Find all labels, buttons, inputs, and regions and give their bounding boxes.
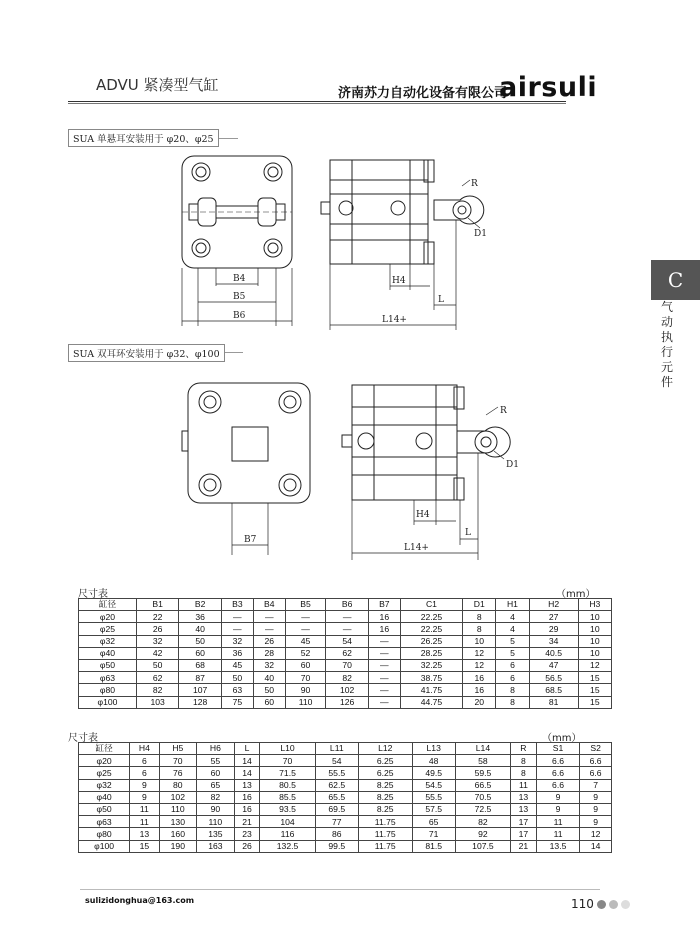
table-cell: 10 [578, 623, 611, 635]
table-cell: φ50 [79, 659, 137, 671]
table-row [79, 803, 612, 815]
table-cell: φ63 [79, 816, 130, 828]
table-cell: 23 [234, 828, 260, 840]
table-cell: 69.5 [315, 803, 358, 815]
column-header: B5 [285, 599, 326, 611]
table-cell: 11.75 [358, 828, 412, 840]
dim-label-l14: L14+ [382, 315, 407, 325]
table-cell: 63 [221, 684, 253, 696]
table-cell: 65 [412, 816, 455, 828]
table-cell: 9 [580, 816, 612, 828]
table-cell: — [368, 659, 400, 671]
table-cell: 9 [536, 803, 579, 815]
table2-unit: （mm） [542, 733, 582, 744]
front-view-body [188, 383, 310, 503]
column-header: 缸径 [79, 599, 137, 611]
table-cell: 81.5 [412, 840, 455, 852]
catalog-title: ADVU 紧凑型气缸 [96, 76, 219, 94]
table-cell: 11 [510, 779, 536, 791]
front-view-boss [232, 427, 268, 461]
dim-label-b7: B7 [244, 535, 257, 545]
table-row [79, 767, 612, 779]
table-cell: 11 [130, 803, 159, 815]
table-cell: 102 [326, 684, 368, 696]
table-row [79, 611, 612, 623]
header-rule [68, 101, 566, 102]
table-cell: 16 [463, 684, 496, 696]
table-cell: 16 [368, 623, 400, 635]
table-cell: 6.6 [536, 767, 579, 779]
table-cell: 29 [529, 623, 578, 635]
table-cell: 22.25 [400, 623, 462, 635]
page-dot-1 [597, 900, 606, 909]
table-cell: — [368, 672, 400, 684]
table-cell: φ20 [79, 755, 130, 767]
table-cell: 6.6 [536, 779, 579, 791]
table-cell: 81 [529, 696, 578, 708]
table-cell: 16 [234, 791, 260, 803]
table-cell: 90 [197, 803, 235, 815]
table-row [79, 684, 612, 696]
table-cell: 163 [197, 840, 235, 852]
section-tab: C [651, 260, 700, 300]
table-cell: 8 [463, 611, 496, 623]
table-cell: 52 [285, 647, 326, 659]
table-cell: 103 [136, 696, 178, 708]
column-header: H5 [159, 743, 197, 755]
table-cell: 14 [234, 755, 260, 767]
table-cell: 10 [578, 611, 611, 623]
table-cell: 60 [285, 659, 326, 671]
table-cell: — [285, 623, 326, 635]
table-cell: φ25 [79, 623, 137, 635]
table-cell: φ80 [79, 684, 137, 696]
table-cell: 68.5 [529, 684, 578, 696]
column-header: R [510, 743, 536, 755]
table-cell: 22 [136, 611, 178, 623]
table-cell: 26 [136, 623, 178, 635]
column-header: H1 [496, 599, 529, 611]
table-cell: 82 [136, 684, 178, 696]
table-cell: 32.25 [400, 659, 462, 671]
table-cell: φ32 [79, 635, 137, 647]
table-cell: 99.5 [315, 840, 358, 852]
table-cell: 50 [253, 684, 285, 696]
column-header: H3 [578, 599, 611, 611]
table-cell: 27 [529, 611, 578, 623]
table-cell: — [221, 623, 253, 635]
table-cell: 116 [260, 828, 315, 840]
table-cell: 6.6 [536, 755, 579, 767]
table-cell: 13 [234, 779, 260, 791]
table-cell: 70 [260, 755, 315, 767]
table-cell: — [253, 623, 285, 635]
table-cell: 110 [197, 816, 235, 828]
column-header: D1 [463, 599, 496, 611]
table-cell: 87 [179, 672, 221, 684]
table-cell: 50 [221, 672, 253, 684]
table1-caption: 尺寸表 [78, 589, 108, 600]
table-cell: 12 [463, 647, 496, 659]
table-cell: 70 [326, 659, 368, 671]
table-cell: 70.5 [455, 791, 510, 803]
dim-label-b5: B5 [233, 292, 246, 302]
table-cell: — [253, 611, 285, 623]
table-cell: 82 [197, 791, 235, 803]
table-cell: 40 [253, 672, 285, 684]
page-number: 110 [571, 897, 594, 911]
dim-label-r: R [471, 179, 478, 189]
column-header: L12 [358, 743, 412, 755]
table-cell: 62.5 [315, 779, 358, 791]
table-cell: 92 [455, 828, 510, 840]
table-cell: 8 [496, 684, 529, 696]
table-cell: 45 [221, 659, 253, 671]
table-cell: φ50 [79, 803, 130, 815]
column-header: 缸径 [79, 743, 130, 755]
column-header: S2 [580, 743, 612, 755]
table-cell: 55.5 [315, 767, 358, 779]
table-cell: 15 [578, 684, 611, 696]
dim-label-l: L [465, 528, 471, 538]
table-cell: 58 [455, 755, 510, 767]
table-cell: 135 [197, 828, 235, 840]
table-cell: 107.5 [455, 840, 510, 852]
table-cell: 6 [130, 767, 159, 779]
table-cell: 47 [529, 659, 578, 671]
table-cell: — [326, 611, 368, 623]
column-header: B4 [253, 599, 285, 611]
table-cell: 32 [136, 635, 178, 647]
table-cell: 11 [536, 816, 579, 828]
table-cell: 34 [529, 635, 578, 647]
table-cell: — [368, 684, 400, 696]
table-cell: 104 [260, 816, 315, 828]
table-cell: 60 [179, 647, 221, 659]
table-cell: 70 [285, 672, 326, 684]
table-cell: 55.5 [412, 791, 455, 803]
table-row [79, 647, 612, 659]
table-cell: 85.5 [260, 791, 315, 803]
table-cell: 8 [496, 696, 529, 708]
table-cell: 56.5 [529, 672, 578, 684]
table-cell: 9 [580, 791, 612, 803]
company-name: 济南苏力自动化设备有限公司 [338, 86, 508, 101]
table-cell: 17 [510, 816, 536, 828]
column-header: H6 [197, 743, 235, 755]
dim-label-b6: B6 [233, 311, 246, 321]
table-cell: 102 [159, 791, 197, 803]
table-cell: 11 [536, 828, 579, 840]
table-cell: 71.5 [260, 767, 315, 779]
table-cell: 93.5 [260, 803, 315, 815]
table-cell: 32 [253, 659, 285, 671]
table-cell: 13.5 [536, 840, 579, 852]
page-dot-2 [609, 900, 618, 909]
dim-label-d1: D1 [474, 229, 487, 239]
table-cell: 21 [234, 816, 260, 828]
column-header: B1 [136, 599, 178, 611]
table-cell: 8.25 [358, 803, 412, 815]
column-header: L10 [260, 743, 315, 755]
table-cell: 11.75 [358, 840, 412, 852]
table-cell: 13 [510, 803, 536, 815]
table-row [79, 659, 612, 671]
table-cell: 76 [159, 767, 197, 779]
table-cell: 12 [578, 659, 611, 671]
table-cell: 190 [159, 840, 197, 852]
table-header-row [79, 599, 612, 611]
front-view-bolt-holes [192, 163, 282, 257]
table-cell: 9 [580, 803, 612, 815]
table-cell: 82 [326, 672, 368, 684]
table-cell: 11 [130, 816, 159, 828]
table-cell: 62 [326, 647, 368, 659]
table-cell: 75 [221, 696, 253, 708]
table-cell: 41.75 [400, 684, 462, 696]
table-cell: 132.5 [260, 840, 315, 852]
table-cell: 80 [159, 779, 197, 791]
column-header: H2 [529, 599, 578, 611]
table-cell: 54.5 [412, 779, 455, 791]
table-cell: φ100 [79, 840, 130, 852]
single-ear-drawing [160, 150, 490, 350]
table-cell: 82 [455, 816, 510, 828]
table-cell: — [285, 611, 326, 623]
side-view-dimensions [330, 220, 456, 330]
table-cell: 6.6 [580, 767, 612, 779]
table-cell: 14 [234, 767, 260, 779]
footer-rule [80, 889, 600, 890]
single-ear-pin [182, 198, 292, 226]
table-cell: φ20 [79, 611, 137, 623]
front-view-port [182, 431, 188, 451]
column-header: L11 [315, 743, 358, 755]
table-cell: 28.25 [400, 647, 462, 659]
table-cell: 90 [285, 684, 326, 696]
dim-label-r: R [500, 406, 507, 416]
table-cell: 4 [496, 611, 529, 623]
table-cell: 86 [315, 828, 358, 840]
table-cell: 14 [580, 840, 612, 852]
table-cell: 8 [463, 623, 496, 635]
table-cell: φ63 [79, 672, 137, 684]
table-row [79, 840, 612, 852]
front-view-bolt-holes [199, 391, 301, 496]
table-cell: 9 [536, 791, 579, 803]
table-cell: 60 [197, 767, 235, 779]
column-header: B2 [179, 599, 221, 611]
table-row [79, 635, 612, 647]
dimension-table-1 [78, 598, 612, 709]
table-cell: — [368, 696, 400, 708]
column-header: L13 [412, 743, 455, 755]
table-cell: 72.5 [455, 803, 510, 815]
table-cell: 66.5 [455, 779, 510, 791]
table-cell: 71 [412, 828, 455, 840]
table-cell: φ25 [79, 767, 130, 779]
table-cell: 44.75 [400, 696, 462, 708]
side-view-body [342, 385, 464, 500]
table-cell: 16 [463, 672, 496, 684]
table-cell: 6 [130, 755, 159, 767]
table-header-row [79, 743, 612, 755]
column-header: B3 [221, 599, 253, 611]
table-cell: 50 [179, 635, 221, 647]
column-header: B6 [326, 599, 368, 611]
section2-title: SUA 双耳环安装用于 φ32、φ100 [68, 344, 225, 362]
table-cell: 62 [136, 672, 178, 684]
dimension-table-2 [78, 742, 612, 853]
dim-label-l14: L14+ [404, 543, 429, 553]
table-cell: 11.75 [358, 816, 412, 828]
table-cell: 20 [463, 696, 496, 708]
table-cell: 8 [510, 767, 536, 779]
table-cell: 16 [368, 611, 400, 623]
column-header: L14 [455, 743, 510, 755]
table-cell: 17 [510, 828, 536, 840]
table-cell: 15 [578, 672, 611, 684]
table-cell: 22.25 [400, 611, 462, 623]
header-rule-thin [68, 103, 566, 104]
table-cell: φ80 [79, 828, 130, 840]
table-cell: 15 [578, 696, 611, 708]
table-row [79, 816, 612, 828]
table-row [79, 779, 612, 791]
table-cell: φ32 [79, 779, 130, 791]
table-cell: 8.25 [358, 779, 412, 791]
table-cell: 26.25 [400, 635, 462, 647]
table-row [79, 791, 612, 803]
table-cell: 12 [463, 659, 496, 671]
table-cell: 65 [197, 779, 235, 791]
table-cell: 65.5 [315, 791, 358, 803]
contact-email: sulizidonghua@163.com [85, 896, 195, 905]
section1-title: SUA 单悬耳安装用于 φ20、φ25 [68, 129, 219, 147]
table-cell: φ100 [79, 696, 137, 708]
table-cell: 13 [510, 791, 536, 803]
table-cell: 110 [159, 803, 197, 815]
column-header: H4 [130, 743, 159, 755]
table-row [79, 672, 612, 684]
column-header: S1 [536, 743, 579, 755]
table-cell: 54 [315, 755, 358, 767]
column-header: L [234, 743, 260, 755]
table-cell: 60 [253, 696, 285, 708]
table-row [79, 828, 612, 840]
table-cell: φ40 [79, 791, 130, 803]
dim-label-b4: B4 [233, 274, 246, 284]
table1-unit: （mm） [556, 589, 596, 600]
table-cell: 160 [159, 828, 197, 840]
table-cell: 107 [179, 684, 221, 696]
table-cell: 5 [496, 647, 529, 659]
table-cell: — [368, 635, 400, 647]
table-cell: 32 [221, 635, 253, 647]
table-cell: 7 [580, 779, 612, 791]
table-cell: 40 [179, 623, 221, 635]
table-cell: 77 [315, 816, 358, 828]
table-cell: 54 [326, 635, 368, 647]
table-row [79, 755, 612, 767]
table-cell: 40.5 [529, 647, 578, 659]
table-cell: 68 [179, 659, 221, 671]
dim-label-l: L [438, 295, 444, 305]
table-cell: 6 [496, 672, 529, 684]
table-cell: 126 [326, 696, 368, 708]
table-cell: — [221, 611, 253, 623]
table-cell: — [368, 647, 400, 659]
double-ear-drawing [170, 375, 530, 565]
table-cell: 6.6 [580, 755, 612, 767]
table-cell: 4 [496, 623, 529, 635]
table-cell: 38.75 [400, 672, 462, 684]
table-cell: 26 [253, 635, 285, 647]
table-cell: 57.5 [412, 803, 455, 815]
table-cell: 48 [412, 755, 455, 767]
table-cell: 42 [136, 647, 178, 659]
table-cell: 26 [234, 840, 260, 852]
table-cell: 6.25 [358, 767, 412, 779]
table-cell: 10 [578, 635, 611, 647]
column-header: B7 [368, 599, 400, 611]
page-dot-3 [621, 900, 630, 909]
table-cell: 36 [179, 611, 221, 623]
table2-caption: 尺寸表 [68, 733, 98, 744]
table-cell: 10 [463, 635, 496, 647]
table-cell: 128 [179, 696, 221, 708]
table-cell: 9 [130, 779, 159, 791]
table-cell: 8 [510, 755, 536, 767]
table-cell: — [326, 623, 368, 635]
table-cell: 16 [234, 803, 260, 815]
side-view-body [321, 160, 434, 264]
table-cell: 15 [130, 840, 159, 852]
table-cell: 50 [136, 659, 178, 671]
table-cell: 130 [159, 816, 197, 828]
table-cell: 8.25 [358, 791, 412, 803]
front-view-dimensions [232, 503, 268, 555]
table-cell: 21 [510, 840, 536, 852]
table-cell: 5 [496, 635, 529, 647]
table-row [79, 623, 612, 635]
table-cell: 110 [285, 696, 326, 708]
brand-logo: airsuli [499, 72, 598, 103]
dim-label-d1: D1 [506, 460, 519, 470]
table-cell: 12 [580, 828, 612, 840]
dim-label-h4: H4 [416, 510, 430, 520]
dim-label-h4: H4 [392, 276, 406, 286]
table-cell: 10 [578, 647, 611, 659]
table-cell: 13 [130, 828, 159, 840]
table-cell: 55 [197, 755, 235, 767]
table-cell: 70 [159, 755, 197, 767]
table-cell: 80.5 [260, 779, 315, 791]
table-cell: 45 [285, 635, 326, 647]
table-row [79, 696, 612, 708]
column-header: C1 [400, 599, 462, 611]
table-cell: 6.25 [358, 755, 412, 767]
table-cell: 59.5 [455, 767, 510, 779]
table-cell: 6 [496, 659, 529, 671]
table-cell: φ40 [79, 647, 137, 659]
section-tab-label: 气动执行元件 [661, 300, 674, 389]
table-cell: 36 [221, 647, 253, 659]
table-cell: 28 [253, 647, 285, 659]
table-cell: 49.5 [412, 767, 455, 779]
table-cell: 9 [130, 791, 159, 803]
